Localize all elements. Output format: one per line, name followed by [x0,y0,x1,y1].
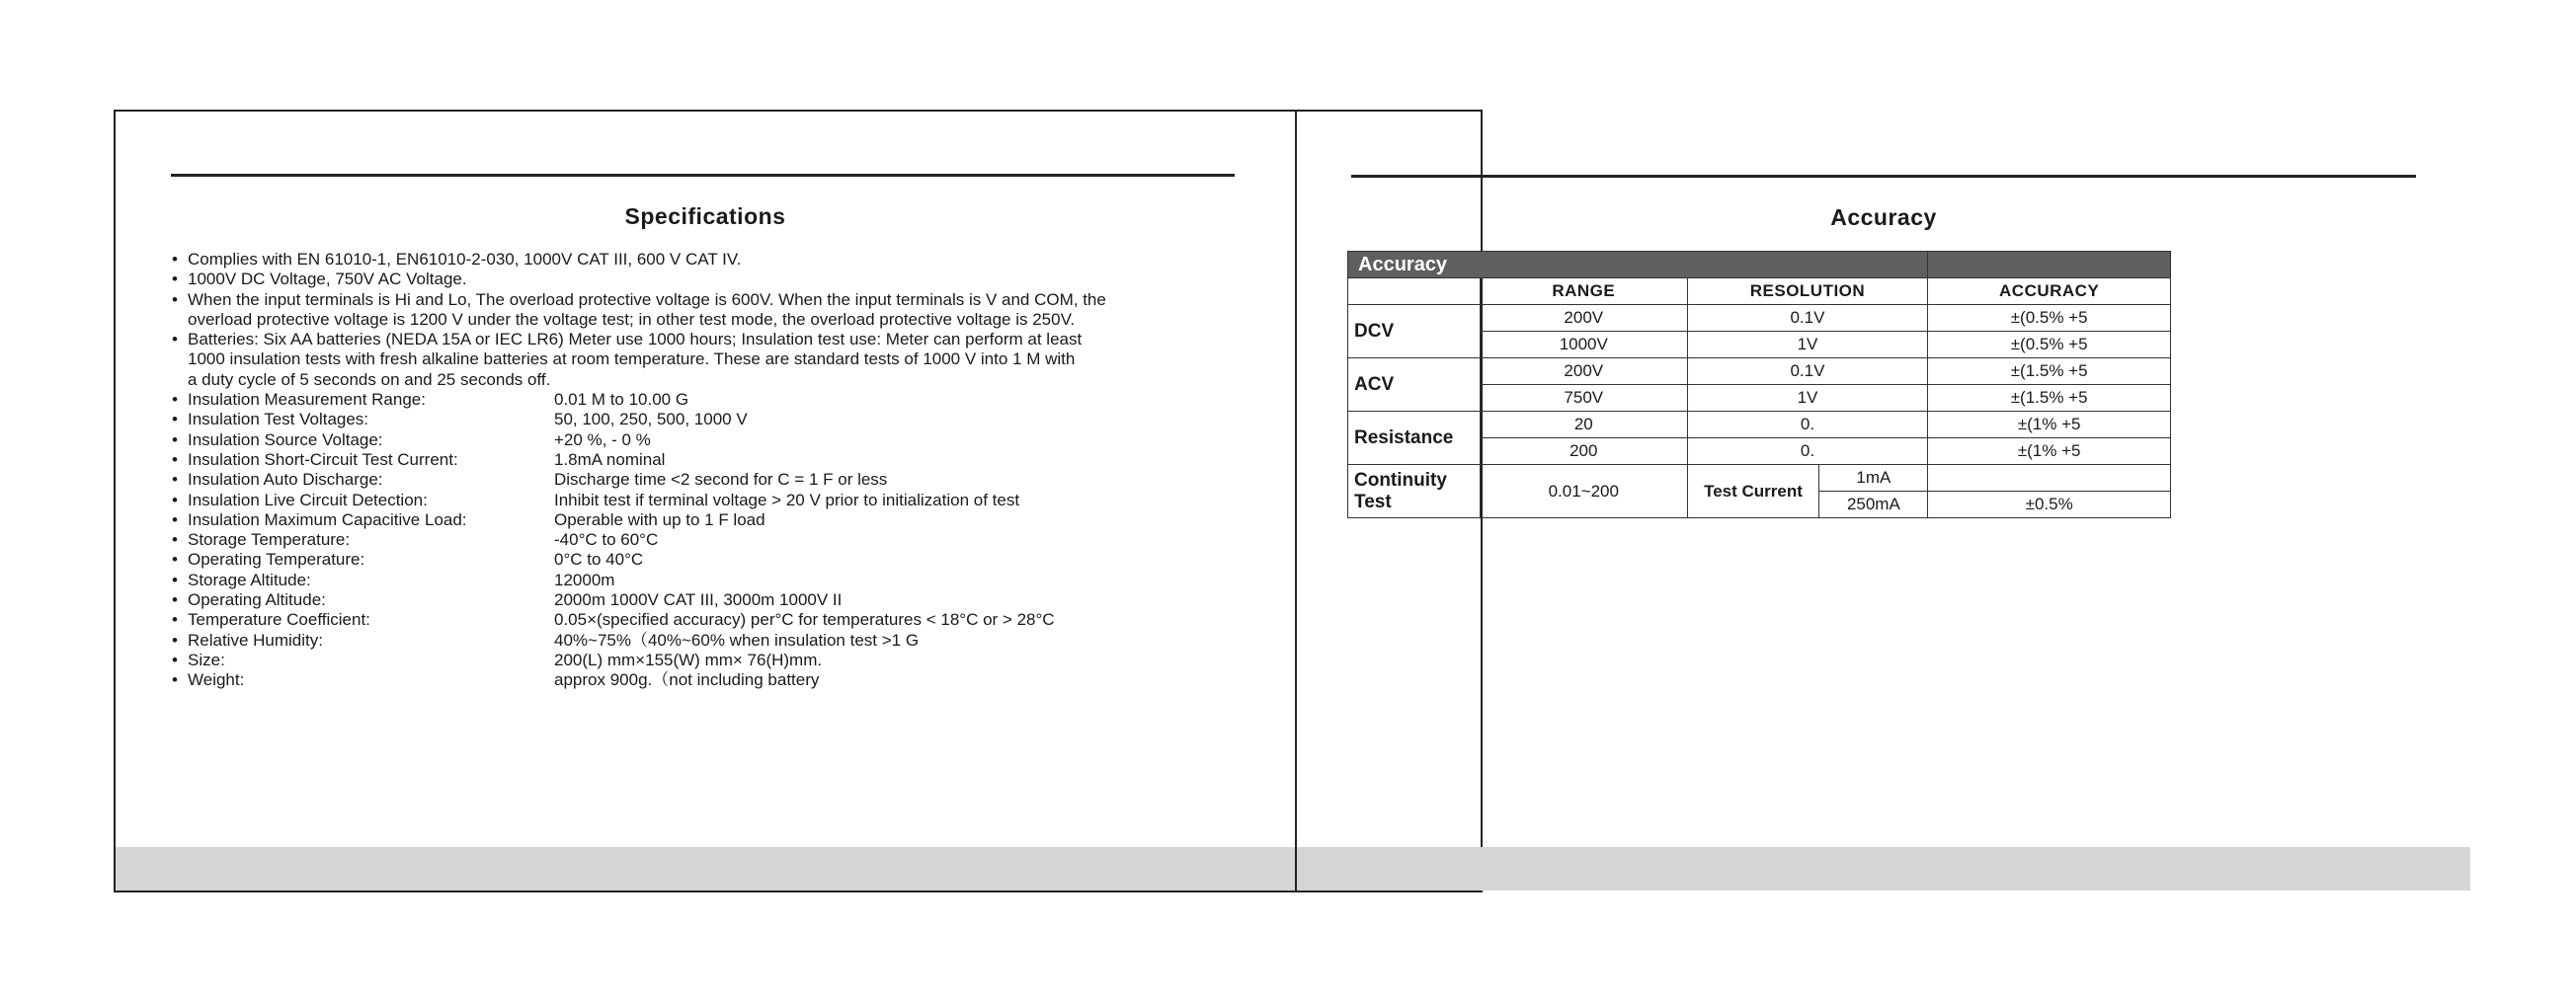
spec-label: • Insulation Short-Circuit Test Current: [188,449,458,469]
table-caption: Accuracy [1348,252,1928,278]
spec-label: • Storage Altitude: [188,570,311,589]
table-row [1348,358,2171,385]
spec-value: Inhibit test if terminal voltage > 20 V prior to initialization of test [554,490,1020,509]
spec-value: 0°C to 40°C [554,550,644,570]
function-resistance: Resistance [1348,412,1481,465]
table-row [1348,305,2171,332]
spec-value: 50, 100, 250, 500, 1000 V [554,410,748,429]
function-dcv: DCV [1348,305,1481,358]
accuracy-cell [1928,465,2171,492]
spec-list [171,250,1243,691]
range-cell: 1000V [1480,332,1687,358]
spec-label: • Size: [188,650,225,669]
spec-value: +20 %, - 0 % [554,429,651,449]
range-cell: 0.01~200 [1480,465,1687,518]
accuracy-cell: ±(1% +5 [1928,412,2171,438]
spec-label: • Insulation Measurement Range: [188,390,426,410]
spec-value: 12000m [554,570,615,589]
header-rule [171,174,1235,177]
test-current-value: 250mA [1819,492,1928,518]
spec-row [171,550,1243,570]
spec-row [171,510,1243,530]
column-header-resolution: RESOLUTION [1687,278,1928,305]
spec-value: 1.8mA nominal [554,449,666,469]
test-current-label: Test Current [1687,465,1819,518]
spec-row [171,530,1243,550]
spec-label: • Storage Temperature: [188,530,351,550]
spec-label: • Insulation Live Circuit Detection: [188,490,428,509]
spec-value: 0.05×(specified accuracy) per°C for temperatures < 18°C or > 28°C [554,610,1055,630]
spec-row [171,571,1243,590]
spec-row [171,390,1243,410]
resolution-cell: 0.1V [1687,305,1928,332]
spec-row [171,430,1243,450]
spec-row [171,670,1243,690]
spec-value: -40°C to 60°C [554,530,659,550]
spec-value: approx 900g.（not including battery [554,670,820,690]
spec-paragraph: • 1000V DC Voltage, 750V AC Voltage. [171,270,1243,289]
spec-row [171,410,1243,429]
spec-row [171,470,1243,490]
spec-row [171,631,1243,651]
column-header-row [1348,278,2171,305]
spec-label: • Operating Altitude: [188,590,326,610]
spec-row [171,590,1243,610]
page-title: Accuracy [1830,204,1937,230]
accuracy-cell: ±0.5% [1928,492,2171,518]
column-header-blank [1348,278,1481,305]
page-title: Specifications [624,203,786,229]
spec-label: • Insulation Maximum Capacitive Load: [188,509,467,529]
spec-value: 200(L) mm×155(W) mm× 76(H)mm. [554,650,823,669]
accuracy-cell: ±(0.5% +5 [1928,305,2171,332]
range-cell: 20 [1480,412,1687,438]
specifications-page [116,112,1297,891]
range-cell: 200 [1480,438,1687,465]
spec-label: • Operating Temperature: [188,550,365,570]
table-row [1348,465,2171,492]
spec-paragraph: • Complies with EN 61010-1, EN61010-2-030, 1000V CAT III, 600 V CAT IV. [171,250,1243,270]
resolution-cell: 0. [1687,412,1928,438]
column-header-range: RANGE [1480,278,1687,305]
spec-row [171,610,1243,630]
spec-label: • Relative Humidity: [188,630,323,650]
spec-label: • Weight: [188,670,245,690]
resolution-cell: 0.1V [1687,358,1928,385]
accuracy-cell: ±(1.5% +5 [1928,358,2171,385]
range-cell: 200V [1480,358,1687,385]
spec-label: • Insulation Test Voltages: [188,410,369,429]
page-footer-band [116,847,1295,891]
spec-row [171,651,1243,670]
page-footer-band [1297,847,2470,891]
spec-value: 2000m 1000V CAT III, 3000m 1000V II [554,590,843,610]
table-header-bar [1348,252,2171,278]
column-header-accuracy: ACCURACY [1928,278,2171,305]
header-rule [1351,175,2416,178]
range-cell: 750V [1480,385,1687,412]
accuracy-cell: ±(0.5% +5 [1928,332,2171,358]
accuracy-table [1347,251,2171,518]
spec-label: • Temperature Coefficient: [188,610,370,630]
spec-paragraph: • When the input terminals is Hi and Lo, The overload protective voltage is 600V. When the input terminals is V and COM, the overload protective voltage is 1200 V under the voltage test; in other test mode, the overload protective voltage is 250V. [171,290,1243,331]
accuracy-cell: ±(1.5% +5 [1928,385,2171,412]
test-current-value: 1mA [1819,465,1928,492]
resolution-cell: 1V [1687,385,1928,412]
spec-value: 0.01 M to 10.00 G [554,390,689,410]
function-continuity-test: Continuity Test [1348,465,1481,518]
accuracy-cell: ±(1% +5 [1928,438,2171,465]
table-caption-blank [1928,252,2171,278]
spec-row [171,450,1243,470]
spec-paragraph: • Batteries: Six AA batteries (NEDA 15A or IEC LR6) Meter use 1000 hours; Insulation test use: Meter can perform at least 1000 insulation tests with fresh alkaline batteries at room temperature. These are standard tests of 1000 V into 1 M with a duty cycle of 5 seconds on and 25 seconds off. [171,330,1243,390]
spec-value: 40%~75%（40%~60% when insulation test >1 G [554,630,920,650]
range-cell: 200V [1480,305,1687,332]
spec-label: • Insulation Auto Discharge: [188,470,383,490]
spec-label: • Insulation Source Voltage: [188,429,383,449]
resolution-cell: 1V [1687,332,1928,358]
table-row [1348,412,2171,438]
spec-row [171,491,1243,510]
resolution-cell: 0. [1687,438,1928,465]
spec-value: Discharge time <2 second for C = 1 F or less [554,470,888,490]
spec-value: Operable with up to 1 F load [554,509,765,529]
function-acv: ACV [1348,358,1481,412]
